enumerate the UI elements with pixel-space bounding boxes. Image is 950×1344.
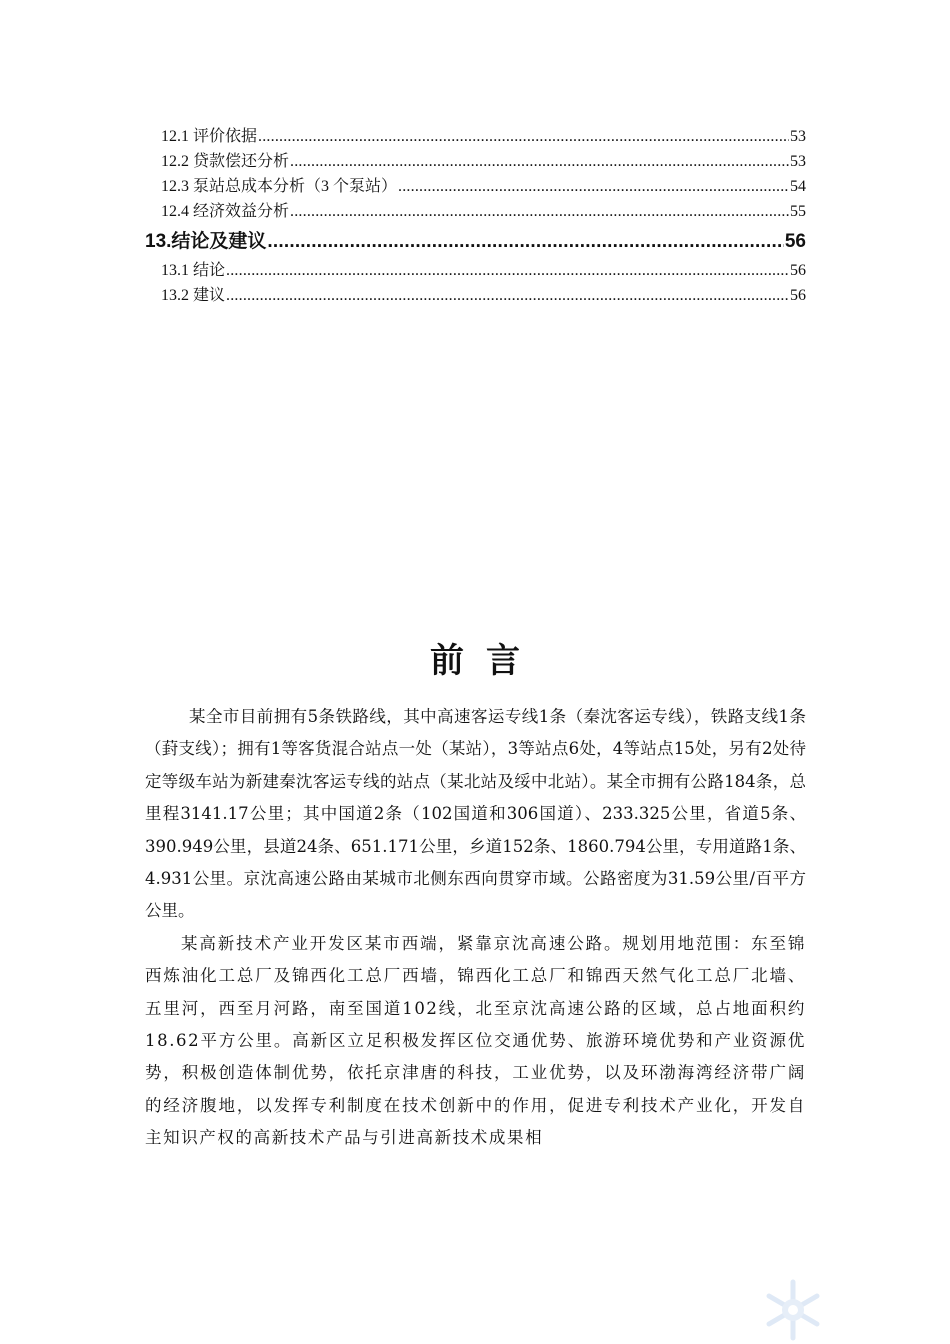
preface-heading: 前言 xyxy=(430,641,542,681)
toc-entry-title: 13.1 结论 xyxy=(161,262,226,279)
preface-paragraph: 某全市目前拥有5条铁路线，其中高速客运专线1条（秦沈客运专线），铁路支线1条（葑支线）；拥有1等客货混合站点一处（某站），3等站点6处，4等站点15处，另有2处待定等级车站为新建秦沈客运专线的站点（某北站及绥中北站）。某全市拥有公路184条，总里程3141.17公里；其中国道2条（102国道和306国道）、233.325公里，省道5条、390.949公里，县道24条、651.171公里，乡道152条、1860.794公里，专用道路1条、4.931公里。京沈高速公路由某城市北侧东西向贯穿市域。公路密度为31.59公里/百平方公里。 xyxy=(145,707,806,921)
toc-dot-leader xyxy=(290,199,789,224)
toc-entry-page: 56 xyxy=(784,231,806,252)
toc-entry-title: 12.3 泵站总成本分析（3 个泵站） xyxy=(161,178,398,195)
toc-entry-page: 53 xyxy=(790,128,806,145)
table-of-contents xyxy=(145,124,806,308)
toc-dot-leader xyxy=(226,258,789,283)
toc-entry-page: 53 xyxy=(790,153,806,170)
toc-entry-13-1[interactable] xyxy=(145,258,806,283)
toc-entry-title: 13.2 建议 xyxy=(161,287,226,304)
preface-paragraph: 某高新技术产业开发区某市西端，紧靠京沈高速公路。规划用地范围：东至锦西炼油化工总厂及锦西化工总厂西墙，锦西化工总厂和锦西天然气化工总厂北墙、五里河，西至月河路，南至国道102线，北至京沈高速公路的区域，总占地面积约18.62平方公里。高新区立足积极发挥区位交通优势、旅游环境优势和产业资源优势，积极创造体制优势，依托京津唐的科技，工业优势，以及环渤海湾经济带广阔的经济腹地，以发挥专利制度在技术创新中的作用，促进专利技术产业化，开发自主知识产权的高新技术产品与引进高新技术成果相 xyxy=(145,933,806,1148)
toc-dot-leader xyxy=(398,174,789,199)
snowflake-watermark-icon xyxy=(758,1276,828,1344)
toc-entry-title: 12.4 经济效益分析 xyxy=(161,203,290,220)
toc-entry-title: 12.2 贷款偿还分析 xyxy=(161,153,290,170)
preface-body xyxy=(145,701,806,1155)
toc-dot-leader xyxy=(258,124,789,149)
toc-entry-title: 13.结论及建议 xyxy=(145,231,267,252)
toc-entry-page: 56 xyxy=(790,287,806,304)
toc-entry-12-1[interactable] xyxy=(145,124,806,149)
toc-entry-title: 12.1 评价依据 xyxy=(161,128,258,145)
toc-entry-chapter-13[interactable] xyxy=(145,225,806,258)
toc-entry-12-2[interactable] xyxy=(145,149,806,174)
toc-dot-leader xyxy=(290,149,789,174)
toc-entry-12-3[interactable] xyxy=(145,174,806,199)
toc-entry-12-4[interactable] xyxy=(145,199,806,224)
toc-dot-leader xyxy=(226,283,789,308)
toc-entry-13-2[interactable] xyxy=(145,283,806,308)
toc-entry-page: 56 xyxy=(790,262,806,279)
toc-dot-leader xyxy=(267,225,783,258)
toc-entry-page: 55 xyxy=(790,203,806,220)
toc-entry-page: 54 xyxy=(790,178,806,195)
